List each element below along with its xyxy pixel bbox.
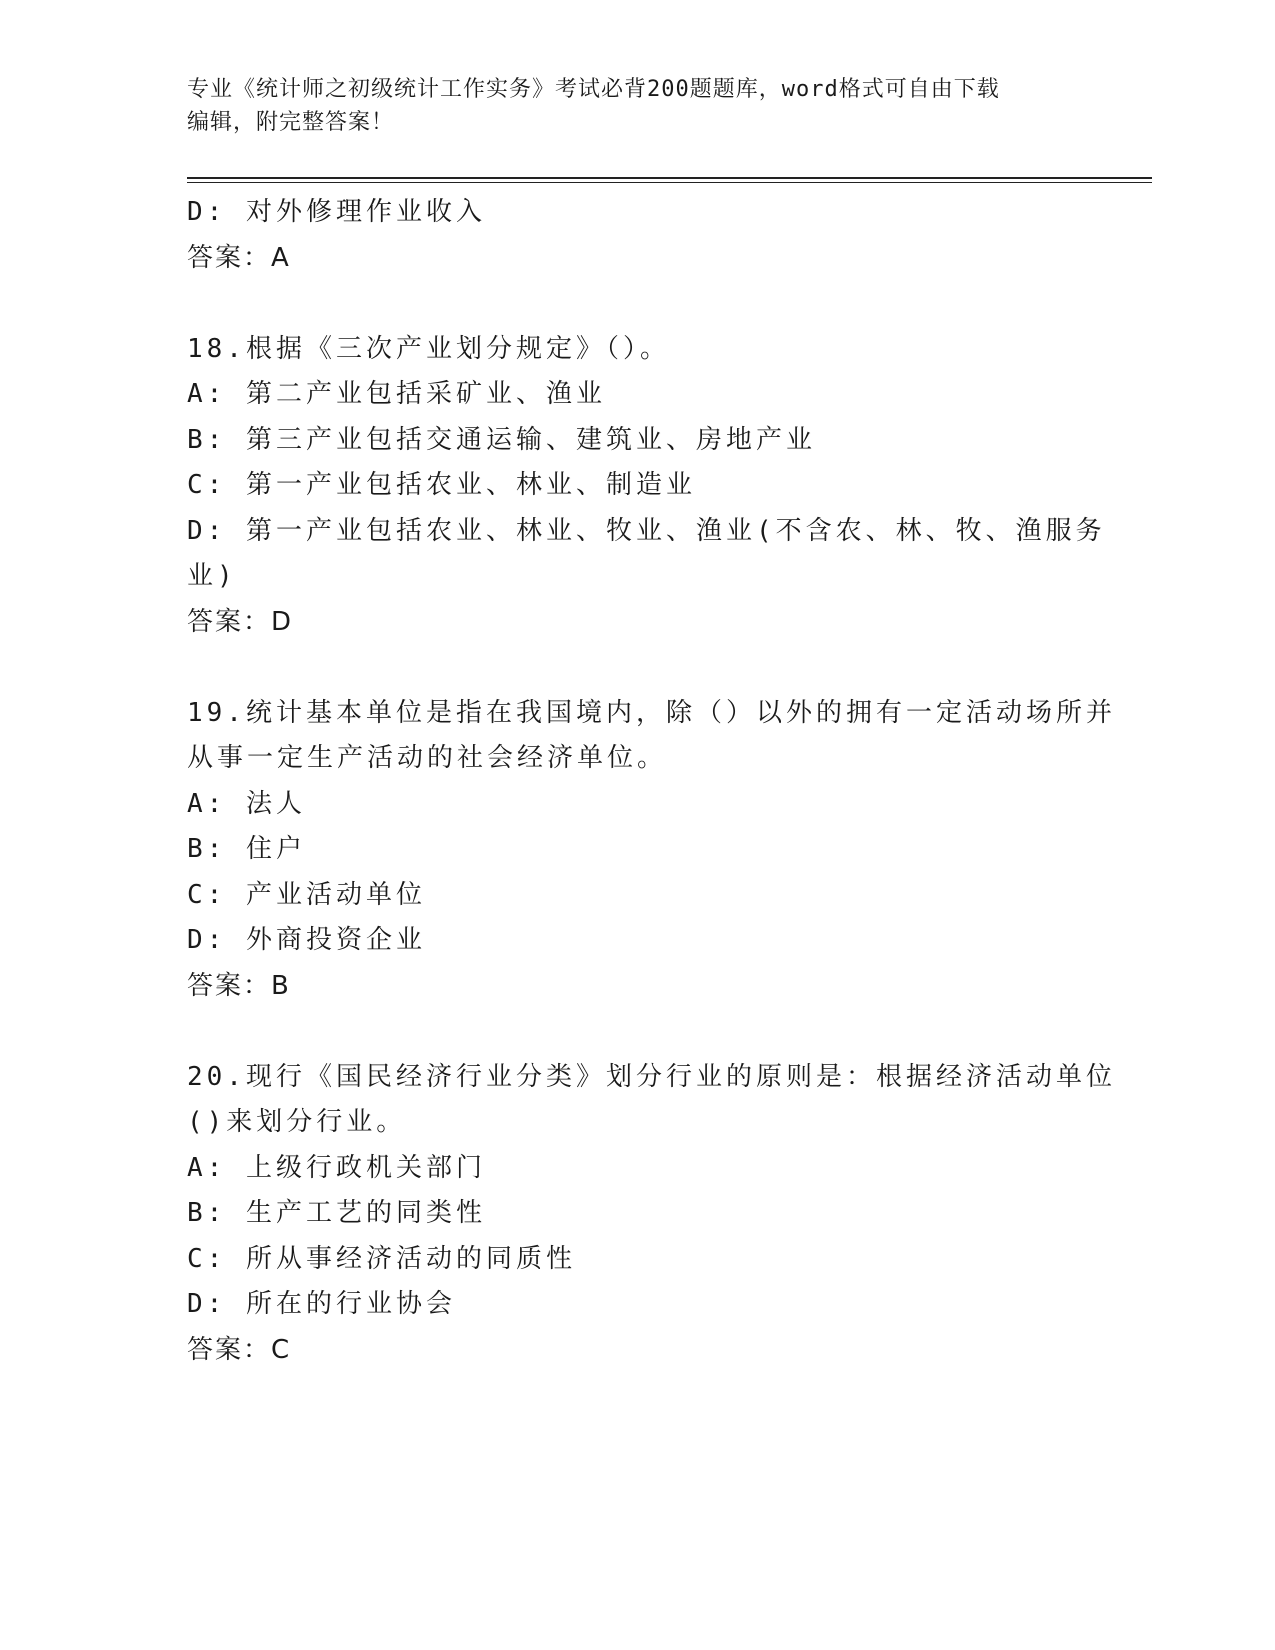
header-title-line-1: 专业《统计师之初级统计工作实务》考试必背200题题库，word格式可自由下载: [187, 77, 1000, 102]
option-c: C: 产业活动单位: [187, 879, 426, 910]
option-c: C: 所从事经济活动的同质性: [187, 1243, 576, 1274]
answer: 答案：D: [187, 606, 294, 637]
option-d: D: 所在的行业协会: [187, 1289, 456, 1319]
option-c: C: 第一产业包括农业、林业、制造业: [187, 470, 696, 500]
question-stem-continued: ()来划分行业。: [187, 1107, 407, 1137]
option-b: B: 住户: [187, 834, 306, 864]
option-a: A: 上级行政机关部门: [187, 1152, 486, 1183]
option-a: A: 第二产业包括采矿业、渔业: [187, 379, 606, 409]
option-d: D: 第一产业包括农业、林业、牧业、渔业(不含农、林、牧、渔服务: [187, 515, 1106, 546]
question-18: [187, 327, 1106, 646]
header-divider-thin: [187, 182, 1152, 183]
option-a: A: 法人: [187, 788, 306, 819]
question-stem: 20.现行《国民经济行业分类》划分行业的原则是：根据经济活动单位: [187, 1061, 1116, 1092]
answer: 答案：B: [187, 970, 291, 1001]
question-content: [187, 190, 1116, 1373]
prev-option-d: D: 对外修理作业收入: [187, 197, 486, 227]
option-d-continued: 业): [187, 561, 237, 591]
prev-answer: 答案：A: [187, 242, 291, 273]
option-b: B: 第三产业包括交通运输、建筑业、房地产业: [187, 424, 816, 455]
question-20: [187, 1055, 1116, 1374]
answer: 答案：C: [187, 1334, 292, 1365]
option-b: B: 生产工艺的同类性: [187, 1198, 486, 1228]
document-header: [187, 73, 1087, 139]
question-stem: 19.统计基本单位是指在我国境内，除（）以外的拥有一定活动场所并: [187, 697, 1116, 728]
question-stem-continued: 从事一定生产活动的社会经济单位。: [187, 743, 668, 773]
header-divider: [187, 177, 1152, 179]
header-title-line-2: 编辑，附完整答案！: [187, 110, 395, 135]
option-d: D: 外商投资企业: [187, 925, 426, 955]
question-19: [187, 691, 1116, 1010]
question-stem: 18.根据《三次产业划分规定》（）。: [187, 333, 670, 364]
